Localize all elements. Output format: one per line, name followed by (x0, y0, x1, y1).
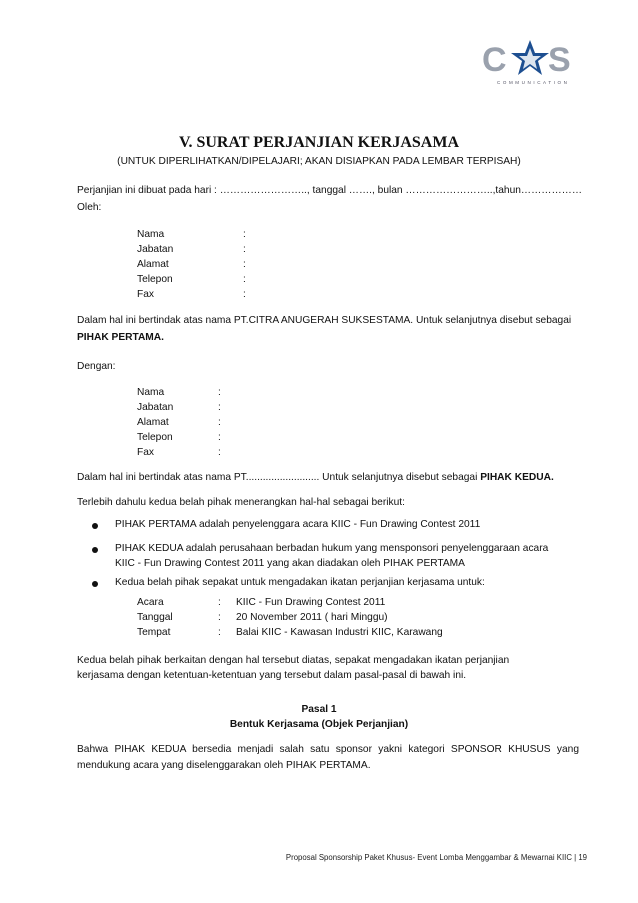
party2-paragraph-text: Dalam hal ini bertindak atas nama PT.......................... Untuk selanjutnya disebut sebagai (77, 472, 481, 483)
svg-text:S: S (548, 41, 571, 78)
pasal-line: Bahwa PIHAK KEDUA bersedia menjadi salah satu sponsor yakni kategori SPONSOR KHUSUS yang (77, 744, 579, 755)
terlebih-line: Terlebih dahulu kedua belah pihak menerangkan hal-hal sebagai berikut: (77, 497, 405, 508)
event-label: Tempat (137, 627, 171, 638)
party2-field-colon: : (218, 432, 221, 443)
party2-paragraph (77, 473, 554, 483)
event-value: KIIC - Fun Drawing Contest 2011 (236, 597, 386, 608)
intro-line: Perjanjian ini dibuat pada hari : …………………….., tanggal ……., bulan ……………………..,tahun……………… (77, 185, 583, 196)
event-colon: : (218, 612, 221, 623)
agreement-line: Kedua belah pihak berkaitan dengan hal tersebut diatas, sepakat mengadakan ikatan perjanjian (77, 655, 510, 666)
party2-field-label: Telepon (137, 432, 173, 443)
document-title: V. SURAT PERJANJIAN KERJASAMA (178, 134, 460, 151)
pihak-kedua-label: PIHAK KEDUA. (480, 472, 554, 483)
company-logo (480, 38, 588, 90)
pasal-title: Pasal 1 (301, 704, 337, 715)
event-colon: : (218, 597, 221, 608)
party1-field-label: Telepon (137, 274, 173, 285)
bullet-item: PIHAK PERTAMA adalah penyelenggara acara KIIC - Fun Drawing Contest 2011 (115, 519, 481, 530)
party1-paragraph (77, 312, 572, 346)
event-colon: : (218, 627, 221, 638)
event-label: Acara (137, 597, 164, 608)
party2-field-label: Alamat (137, 417, 169, 428)
party2-field-label: Fax (137, 447, 154, 458)
document-subtitle: (UNTUK DIPERLIHATKAN/DIPELAJARI; AKAN DISIAPKAN PADA LEMBAR TERPISAH) (117, 156, 521, 167)
bullet-item: Kedua belah pihak sepakat untuk mengadakan ikatan perjanjian kerjasama untuk: (115, 577, 485, 588)
party1-field-colon: : (243, 289, 246, 300)
logo-subtitle: COMMUNICATION (497, 80, 570, 85)
party2-field-colon: : (218, 447, 221, 458)
pasal-subtitle: Bentuk Kerjasama (Objek Perjanjian) (229, 719, 409, 730)
bullet-icon (92, 581, 98, 587)
bullet-item: PIHAK KEDUA adalah perusahaan berbadan hukum yang mensponsori penyelenggaraan acara (115, 543, 549, 554)
party1-field-label: Jabatan (137, 244, 174, 255)
party1-field-label: Nama (137, 229, 165, 240)
party2-field-colon: : (218, 402, 221, 413)
bullet-icon (92, 547, 98, 553)
event-label: Tanggal (137, 612, 173, 623)
pihak-pertama-label: PIHAK PERTAMA. (77, 332, 164, 343)
party2-field-colon: : (218, 387, 221, 398)
party2-field-label: Nama (137, 387, 165, 398)
page-footer: Proposal Sponsorship Paket Khusus- Event Lomba Menggambar & Mewarnai KIIC | 19 (285, 853, 587, 862)
party1-field-label: Alamat (137, 259, 169, 270)
oleh-label: Oleh: (77, 202, 102, 213)
party1-paragraph-text: Dalam hal ini bertindak atas nama PT.CITRA ANUGERAH SUKSESTAMA. Untuk selanjutnya disebut sebagai (77, 315, 572, 326)
svg-text:C: C (482, 41, 505, 78)
agreement-line: kerjasama dengan ketentuan-ketentuan yang tersebut dalam pasal-pasal di bawah ini. (77, 670, 467, 681)
party1-field-colon: : (243, 244, 246, 255)
event-value: 20 November 2011 ( hari Minggu) (236, 612, 388, 623)
bullet-item-continuation: KIIC - Fun Drawing Contest 2011 yang akan diadakan oleh PIHAK PERTAMA (115, 558, 465, 569)
party1-field-colon: : (243, 229, 246, 240)
pasal-line: mendukung acara yang diselenggarakan oleh PIHAK PERTAMA. (77, 760, 371, 771)
bullet-icon (92, 523, 98, 529)
event-value: Balai KIIC - Kawasan Industri KIIC, Karawang (236, 627, 443, 638)
cas-logo-icon (480, 38, 580, 78)
dengan-label: Dengan: (77, 361, 116, 372)
party2-field-label: Jabatan (137, 402, 174, 413)
party1-field-colon: : (243, 274, 246, 285)
party1-field-label: Fax (137, 289, 154, 300)
party2-field-colon: : (218, 417, 221, 428)
party1-field-colon: : (243, 259, 246, 270)
